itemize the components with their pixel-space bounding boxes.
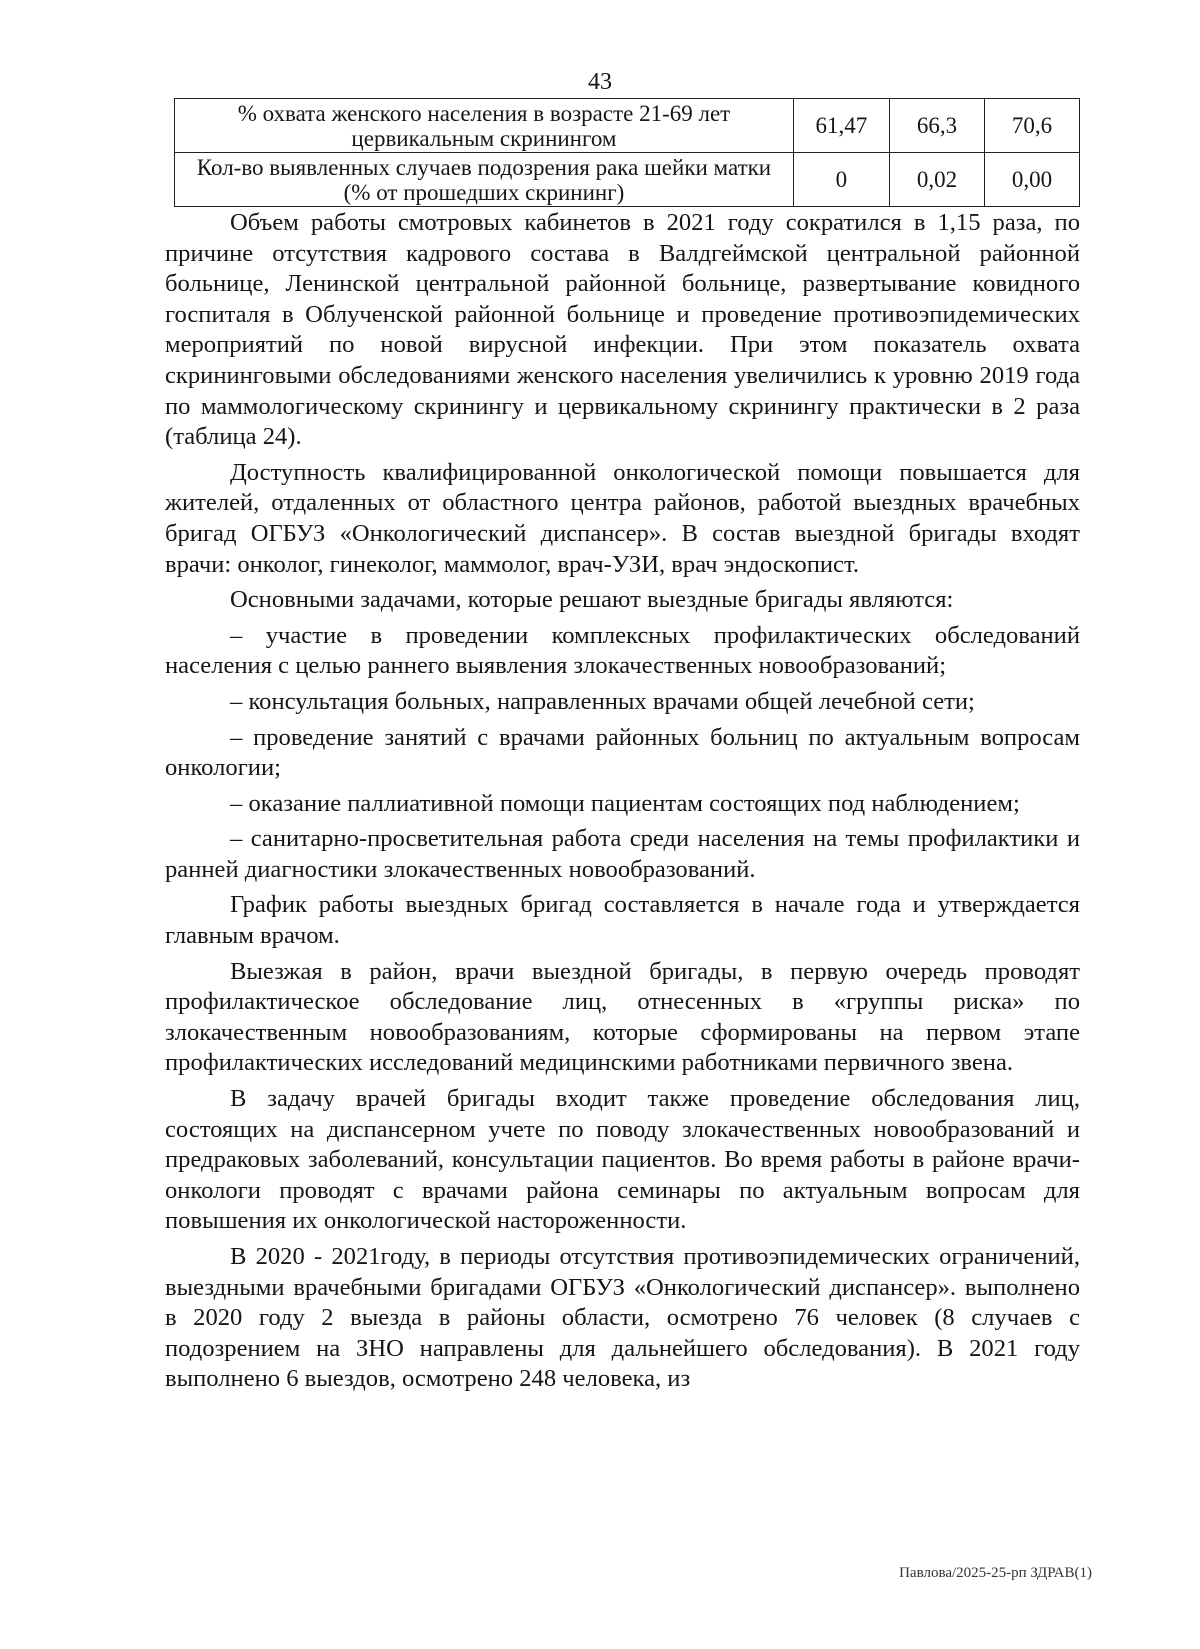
paragraph: График работы выездных бригад составляется в начале года и утверждается главным врачом. bbox=[165, 891, 1080, 950]
document-body bbox=[165, 208, 1080, 1395]
table-row bbox=[175, 99, 1080, 153]
paragraph: Основными задачами, которые решают выездные бригады являются: bbox=[230, 586, 954, 614]
list-item: – участие в проведении комплексных профилактических обследований населения с целью раннего выявления злокачественных новообразований; bbox=[165, 621, 1080, 680]
table-cell-value: 0,02 bbox=[889, 153, 984, 207]
paragraph: Доступность квалифицированной онкологической помощи повышается для жителей, отдаленных от областного центра районов, работой выездных врачебных бригад ОГБУЗ «Онкологический диспансер». В состав выездной бригады входят врачи: онколог, гинеколог, маммолог, врач-УЗИ, врач эндоскопист. bbox=[165, 458, 1080, 578]
table-cell-value: 61,47 bbox=[793, 99, 889, 153]
table-cell-value: 70,6 bbox=[984, 99, 1079, 153]
table-cell-value: 0,00 bbox=[984, 153, 1079, 207]
document-footer-code: Павлова/2025-25-рп ЗДРАВ(1) bbox=[899, 1565, 1092, 1581]
screening-table bbox=[174, 98, 1080, 207]
page-number: 43 bbox=[588, 69, 612, 95]
list-item: – консультация больных, направленных врачами общей лечебной сети; bbox=[230, 687, 975, 715]
list-item: – санитарно-просветительная работа среди населения на темы профилактики и ранней диагностики злокачественных новообразований. bbox=[165, 825, 1080, 883]
paragraph: Выезжая в район, врачи выездной бригады, в первую очередь проводят профилактическое обследование лиц, отнесенных в «группы риска» по злокачественным новообразованиям, которые сформированы на первом этапе профилактических исследований медицинскими работниками первичного звена. bbox=[165, 957, 1080, 1077]
table-cell-value: 66,3 bbox=[889, 99, 984, 153]
paragraph: В 2020 - 2021году, в периоды отсутствия противоэпидемических ограничений, выездными врачебными бригадами ОГБУЗ «Онкологический диспансер». выполнено в 2020 году 2 выезда в районы области, осмотрено 76 человек (8 случаев с подозрением на ЗНО направлены для дальнейшего обследования). В 2021 году выполнено 6 выездов, осмотрено 248 человека, из bbox=[165, 1243, 1080, 1393]
table-cell-label: Кол-во выявленных случаев подозрения рака шейки матки (% от прошедших скрининг) bbox=[175, 153, 794, 207]
table-row bbox=[175, 153, 1080, 207]
table-cell-value: 0 bbox=[793, 153, 889, 207]
list-item: – оказание паллиативной помощи пациентам состоящих под наблюдением; bbox=[230, 789, 1020, 817]
list-item: – проведение занятий с врачами районных больниц по актуальным вопросам онкологии; bbox=[165, 723, 1080, 782]
paragraph: Объем работы смотровых кабинетов в 2021 году сократился в 1,15 раза, по причине отсутствия кадрового состава в Валдгеймской центральной районной больнице, Ленинской центральной районной больнице, развертывание ковидного госпиталя в Облученской районной больнице и проведение противоэпидемических мероприятий по новой вирусной инфекции. При этом показатель охвата скрининговыми обследованиями женского населения увеличились к уровню 2019 года по маммологическому скринингу и цервикальному скринингу практически в 2 раза (таблица 24). bbox=[165, 209, 1080, 451]
paragraph: В задачу врачей бригады входит также проведение обследования лиц, состоящих на диспансерном учете по поводу злокачественных новообразований и предраковых заболеваний, консультации пациентов. Во время работы в районе врачи-онкологи проводят с врачами района семинары по актуальным вопросам для повышения их онкологической настороженности. bbox=[165, 1085, 1080, 1235]
table-cell-label: % охвата женского населения в возрасте 21-69 лет цервикальным скринингом bbox=[175, 99, 794, 153]
